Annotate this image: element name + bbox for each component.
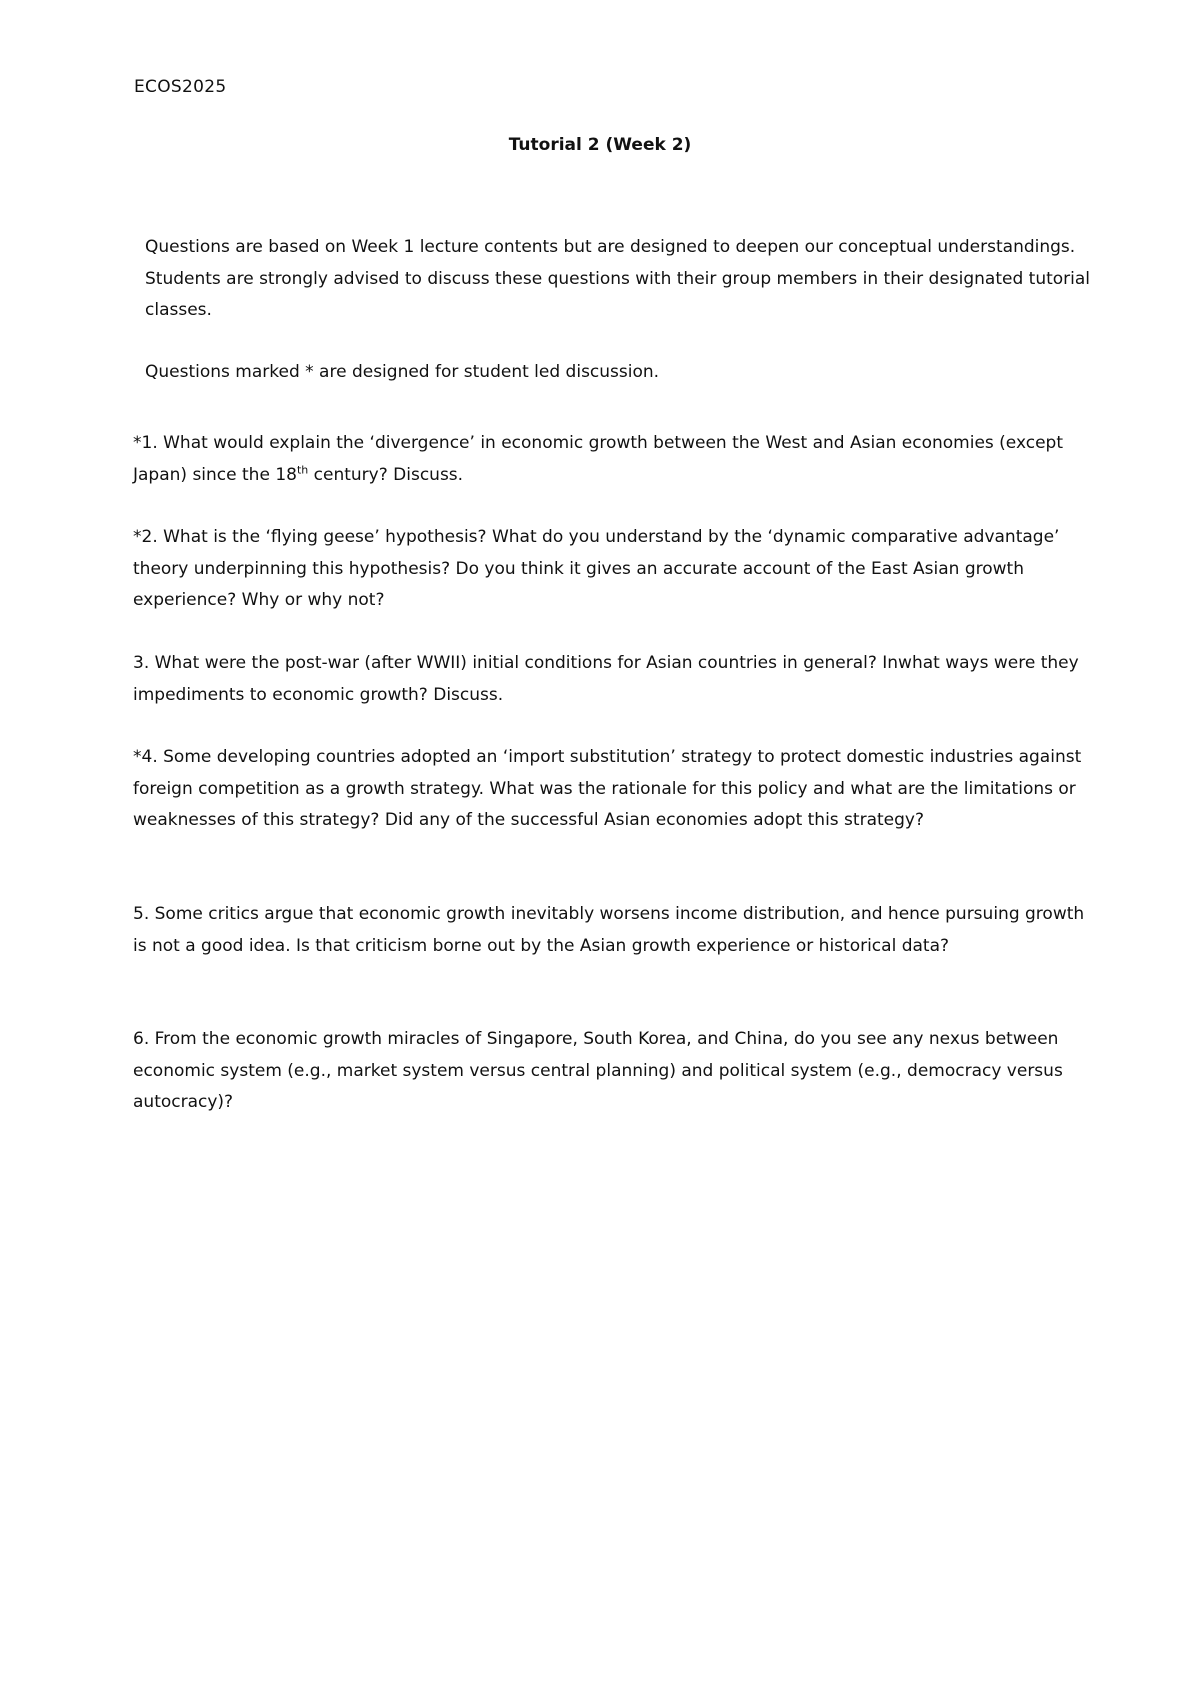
question-1-superscript: th (296, 462, 309, 476)
question-2: *2. What is the ‘flying geese’ hypothesis? What do you understand by the ‘dynamic comparative advantage’ theory underpinning this hypothesis? Do you think it gives an accurate account of the East Asian growth experience? Why or why not? (133, 527, 1060, 610)
discussion-note: Questions marked * are designed for student led discussion. (145, 362, 660, 382)
question-5: 5. Some critics argue that economic growth inevitably worsens income distribution, and hence pursuing growth is not a good idea. Is that criticism borne out by the Asian growth experience or historical data? (133, 904, 1085, 956)
question-3: 3. What were the post-war (after WWII) initial conditions for Asian countries in general? Inwhat ways were they impediments to economic growth? Discuss. (133, 653, 1079, 705)
course-code: ECOS2025 (134, 77, 227, 97)
question-4: *4. Some developing countries adopted an ‘import substitution’ strategy to protect domestic industries against foreign competition as a growth strategy. What was the rationale for this policy and what are the limitations or weaknesses of this strategy? Did any of the successful Asian economies adopt this strategy? (133, 747, 1082, 830)
page-title: Tutorial 2 (Week 2) (508, 135, 692, 155)
question-1-text: *1. What would explain the ‘divergence’ in economic growth between the West and Asian economies (except Japan) since the 18 (133, 433, 1063, 485)
question-6: 6. From the economic growth miracles of Singapore, South Korea, and China, do you see any nexus between economic system (e.g., market system versus central planning) and political system (e.g., democracy versus autocracy)? (133, 1029, 1063, 1112)
question-1-text-end: century? Discuss. (308, 464, 464, 485)
intro-paragraph: Questions are based on Week 1 lecture contents but are designed to deepen our conceptual understandings. Students are strongly advised to discuss these questions with their group members in their designated tutorial classes. (145, 237, 1091, 320)
question-1 (133, 428, 1093, 491)
